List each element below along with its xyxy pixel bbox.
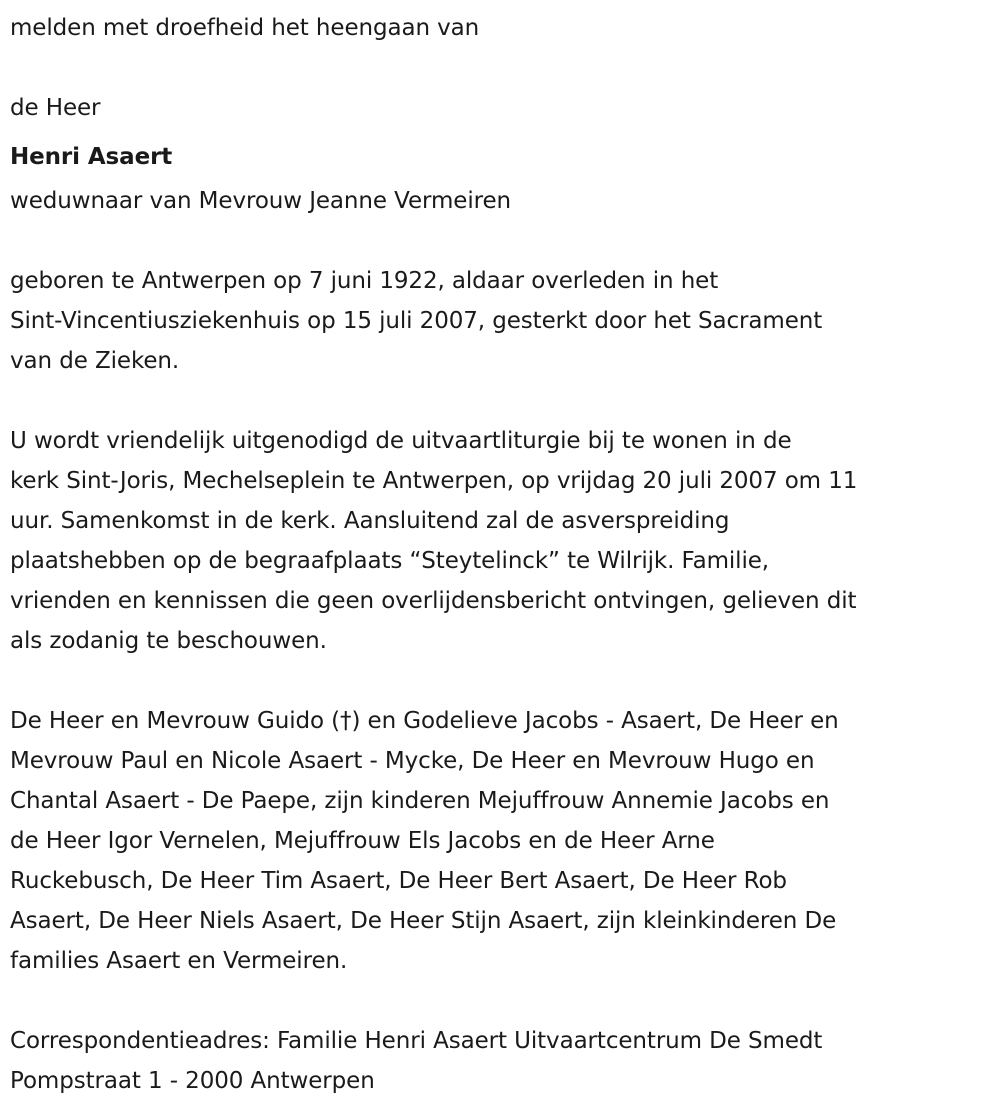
text-line: kerk Sint-Joris, Mechelseplein te Antwerpen, op vrijdag 20 juli 2007 om 11 — [10, 468, 858, 494]
intro-text: melden met droefheid het heengaan van — [10, 15, 480, 41]
text-line: Sint-Vincentiusziekenhuis op 15 juli 2007, gesterkt door het Sacrament — [10, 308, 823, 334]
text-line: families Asaert en Vermeiren. — [10, 948, 348, 974]
text-line: U wordt vriendelijk uitgenodigd de uitvaartliturgie bij te wonen in de — [10, 428, 792, 454]
birth-death-paragraph — [10, 261, 995, 381]
text-line: Correspondentieadres: Familie Henri Asaert Uitvaartcentrum De Smedt — [10, 1028, 823, 1054]
text-line: als zodanig te beschouwen. — [10, 628, 327, 654]
widow-of-text: weduwnaar van Mevrouw Jeanne Vermeiren — [10, 188, 512, 214]
text-line: De Heer en Mevrouw Guido (†) en Godelieve Jacobs - Asaert, De Heer en — [10, 708, 839, 734]
deceased-name: Henri Asaert — [10, 144, 173, 170]
text-line: plaatshebben op de begraafplaats “Steytelinck” te Wilrijk. Familie, — [10, 548, 770, 574]
text-line: vrienden en kennissen die geen overlijdensbericht ontvingen, gelieven dit — [10, 588, 857, 614]
text-line: Asaert, De Heer Niels Asaert, De Heer Stijn Asaert, zijn kleinkinderen De — [10, 908, 837, 934]
text-line: van de Zieken. — [10, 348, 180, 374]
text-line: geboren te Antwerpen op 7 juni 1922, aldaar overleden in het — [10, 268, 719, 294]
text-line: Mevrouw Paul en Nicole Asaert - Mycke, De Heer en Mevrouw Hugo en — [10, 748, 815, 774]
text-line: de Heer Igor Vernelen, Mejuffrouw Els Jacobs en de Heer Arne — [10, 828, 715, 854]
obituary-notice — [10, 8, 995, 1101]
text-line: uur. Samenkomst in de kerk. Aansluitend zal de asverspreiding — [10, 508, 730, 534]
address-paragraph — [10, 1021, 995, 1101]
text-line: Ruckebusch, De Heer Tim Asaert, De Heer Bert Asaert, De Heer Rob — [10, 868, 787, 894]
family-paragraph — [10, 701, 995, 981]
funeral-paragraph — [10, 421, 995, 661]
text-line: Pompstraat 1 - 2000 Antwerpen — [10, 1068, 375, 1094]
title-prefix: de Heer — [10, 95, 101, 121]
text-line: Chantal Asaert - De Paepe, zijn kinderen Mejuffrouw Annemie Jacobs en — [10, 788, 830, 814]
